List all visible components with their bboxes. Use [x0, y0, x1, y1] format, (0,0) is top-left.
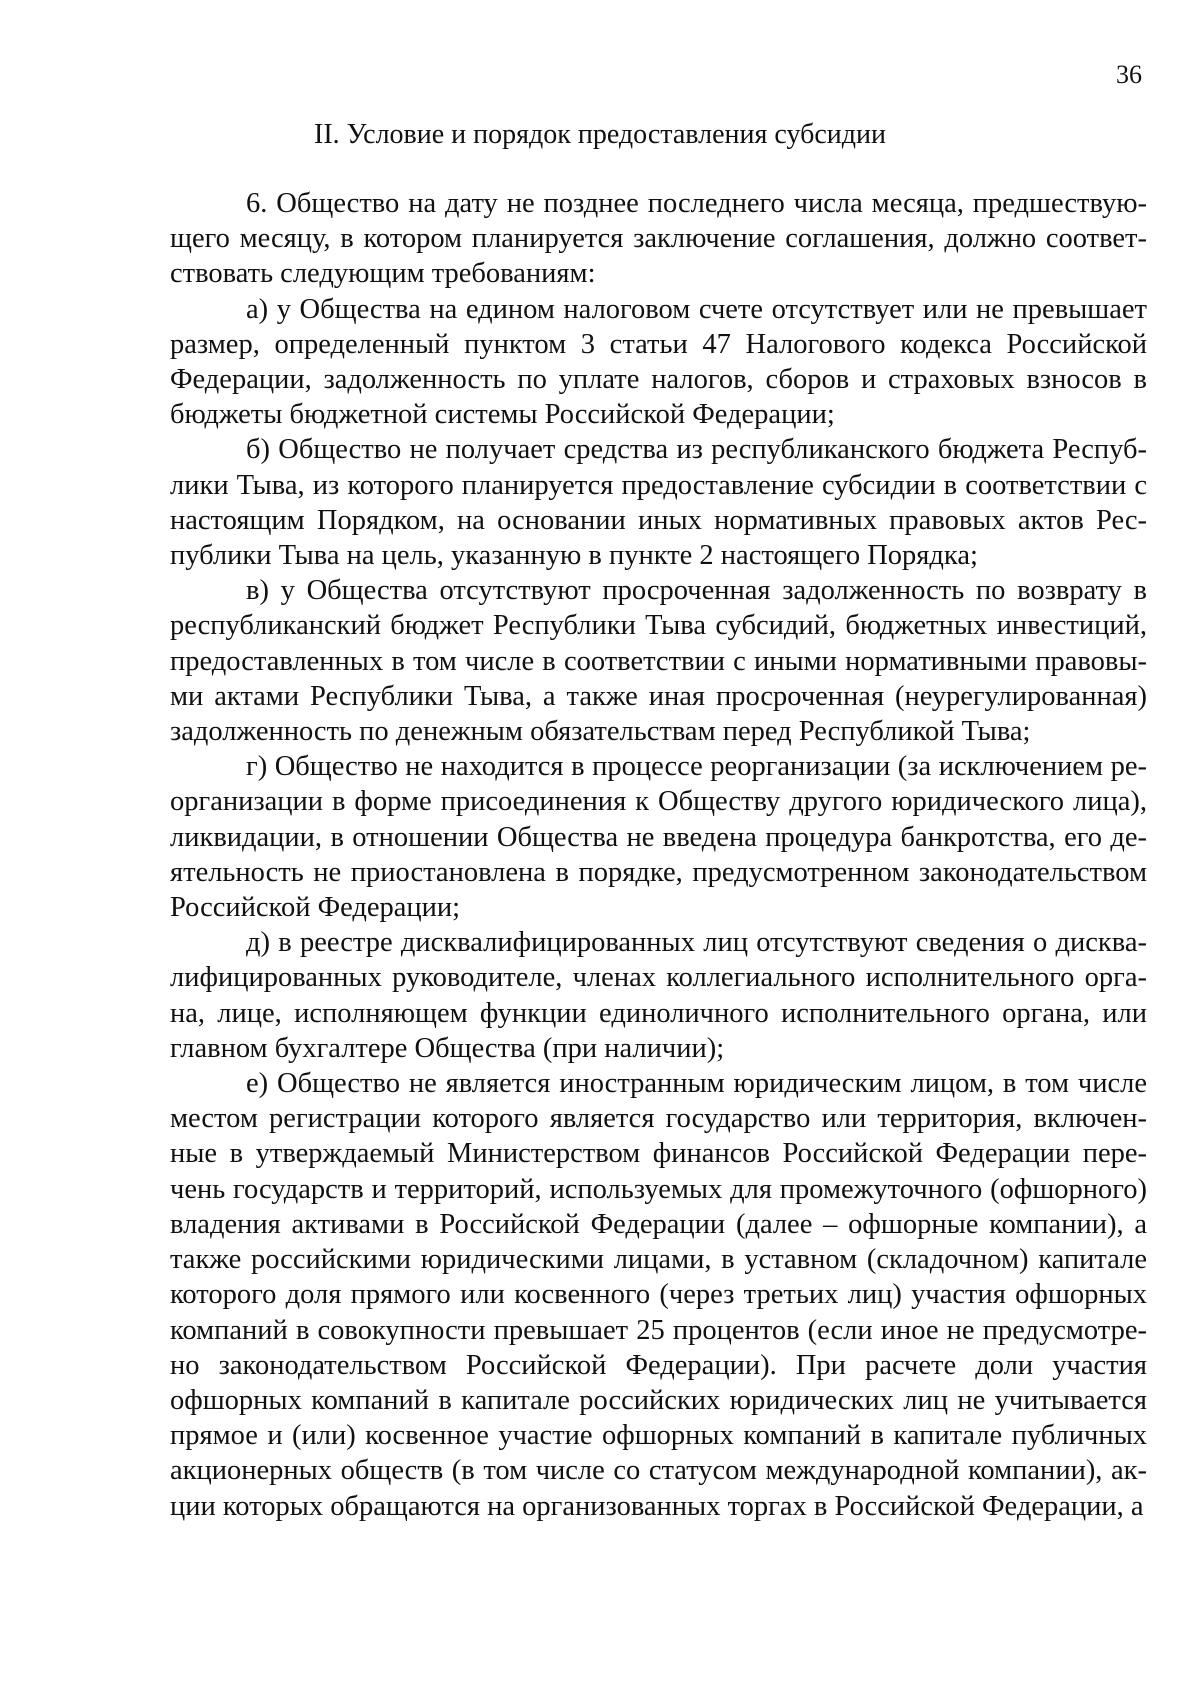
paragraph-item-g: г) Общество не находится в процессе реорганизации (за исключением реорганизации в форме присоединения к Обществу другого юридического лица), ликвидации, в отношении Общества не введена процедура банкротства, его деятельность не приостановлена в порядке, предусмотренном законодательством Российской Федерации; [170, 751, 1147, 924]
paragraph-item-e: е) Общество не является иностранным юридическим лицом, в том числе местом регистрации которого является государство или территория, включенные в утверждаемый Министерством финансов Российской Федерации перечень государств и территорий, используемых для промежуточного (офшорного) владения активами в Российской Федерации (далее – офшорные компании), а также российскими юридическими лицами, в уставном (складочном) капитале которого доля прямого или косвенного (через третьих лиц) участия офшорных компаний в совокупности превышает 25 процентов (если иное не предусмотрено законодательством Российской Федерации). При расчете доли участия офшорных компаний в капитале российских юридических лиц не учитывается прямое и (или) косвенное участие офшорных компаний в капитале публичных акционерных обществ (в том числе со статусом международной компании), акции которых обращаются на организованных торгах в Российской Федерации, а [170, 1068, 1147, 1522]
paragraph-item-b: б) Общество не получает средства из республиканского бюджета Республики Тыва, из которого планируется предоставление субсидии в соответствии с настоящим Порядком, на основании иных нормативных правовых актов Республики Тыва на цель, указанную в пункте 2 настоящего Порядка; [170, 434, 1147, 572]
paragraph-item-a: а) у Общества на едином налоговом счете отсутствует или не превышает размер, определенный пунктом 3 статьи 47 Налогового кодекса Российской Федерации, задолженность по уплате налогов, сборов и страховых взносов в бюджеты бюджетной системы Российской Федерации; [170, 293, 1147, 431]
section-title: II. Условие и порядок предоставления субсидии [314, 119, 886, 150]
page-number: 36 [1116, 60, 1142, 89]
paragraph-6: 6. Общество на дату не позднее последнего числа месяца, предшествующего месяцу, в котором планируется заключение соглашения, должно соответствовать следующим требованиям: [170, 188, 1147, 290]
document-body [170, 186, 1147, 1524]
paragraph-item-v: в) у Общества отсутствуют просроченная задолженность по возврату в республиканский бюджет Республики Тыва субсидий, бюджетных инвестиций, предоставленных в том числе в соответствии с иными нормативными правовыми актами Республики Тыва, а также иная просроченная (неурегулированная) задолженность по денежным обязательствам перед Республикой Тыва; [170, 575, 1147, 748]
paragraph-item-d: д) в реестре дисквалифицированных лиц отсутствуют сведения о дисквалифицированных руководителе, членах коллегиального исполнительного органа, лице, исполняющем функции единоличного исполнительного органа, или главном бухгалтере Общества (при наличии); [170, 927, 1147, 1064]
